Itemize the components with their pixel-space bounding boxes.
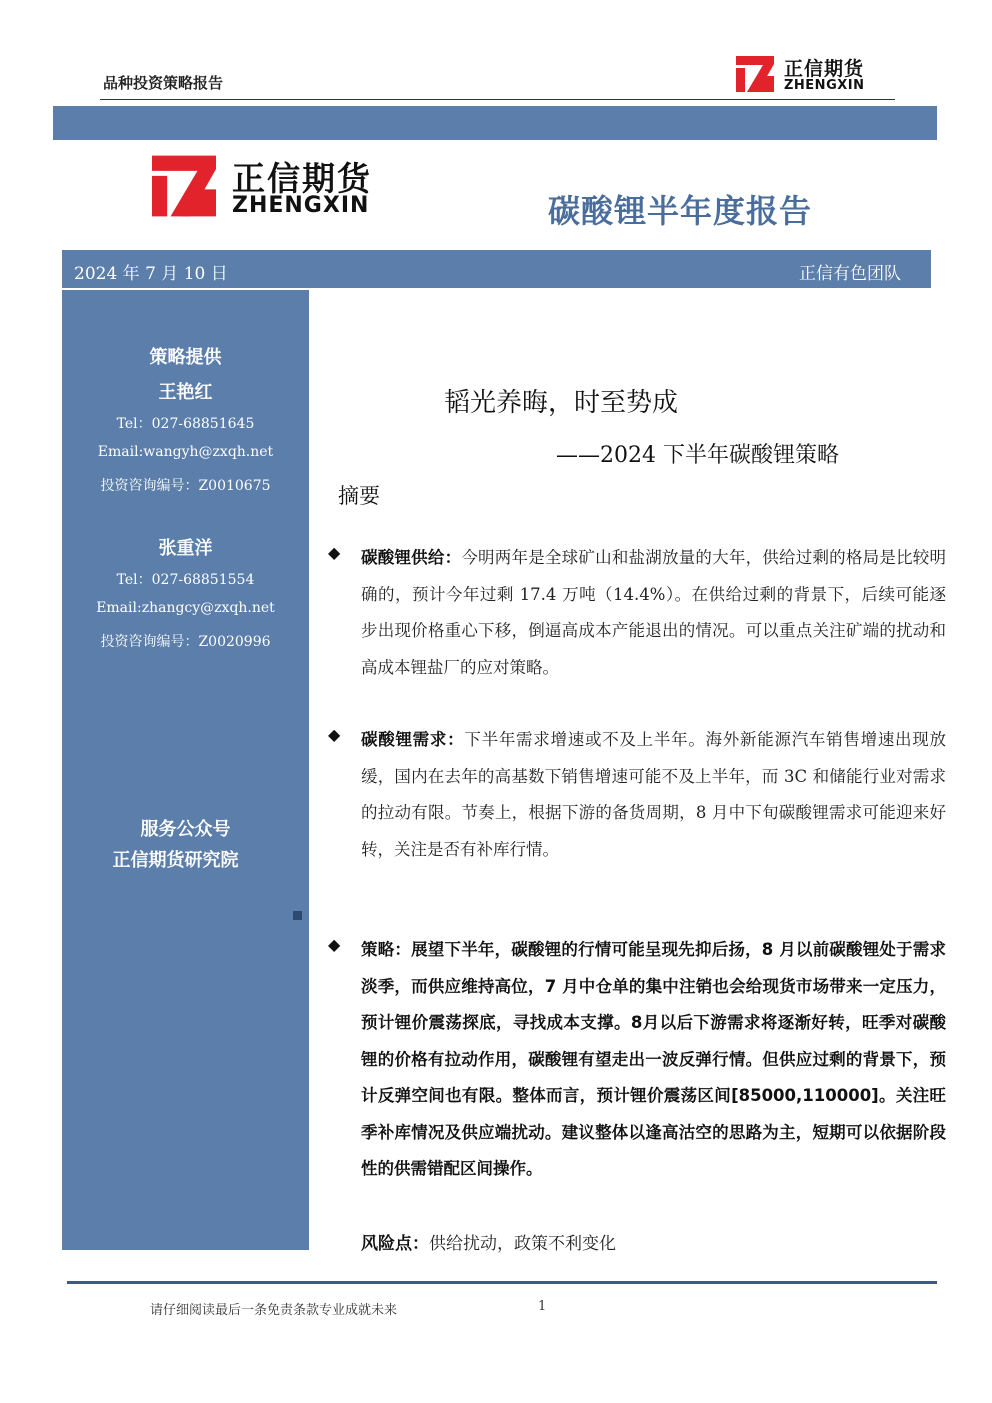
bullet-body: 下半年需求增速或不及上半年。海外新能源汽车销售增速出现放缓，国内在去年的高基数下销售增速可能不及上半年，而 3C 和储能行业对需求的拉动有限。节奏上，根据下游的备货周期，8 月中下旬碳酸锂需求可能迎来好转，关注是否有补库行情。 (361, 730, 947, 859)
cover-logo (152, 155, 412, 225)
zhengxin-logo-icon (736, 56, 774, 92)
date-bar (62, 250, 931, 288)
bullet-text (361, 932, 946, 1188)
analyst-license: 投资咨询编号：Z0020996 (100, 634, 271, 650)
page-number: 1 (538, 1299, 547, 1314)
bullet-text (361, 540, 946, 686)
analyst-email: Email:zhangcy@zxqh.net (96, 600, 275, 616)
analyst-tel: Tel：027-68851645 (116, 416, 255, 432)
zhengxin-logo-large-icon (152, 155, 216, 217)
diamond-bullet-icon: ◆ (328, 725, 341, 744)
footer-disclaimer: 请仔细阅读最后一条免责条款专业成就未来 (150, 1303, 398, 1318)
strategy-provider-title: 策略提供 (149, 347, 222, 368)
header-logo-cn: 正信期货 (784, 58, 865, 80)
risk-points (361, 1229, 616, 1254)
headline: 韬光养晦，时至势成 (444, 388, 679, 418)
service-account-title: 服务公众号 (140, 819, 231, 840)
top-color-band (53, 106, 937, 140)
header-logo-en: ZHENGXIN (784, 78, 865, 93)
report-category: 品种投资策略报告 (103, 74, 224, 92)
analyst-name: 张重洋 (158, 538, 213, 559)
diamond-bullet-icon: ◆ (328, 543, 341, 562)
analyst-tel: Tel：027-68851554 (116, 572, 255, 588)
bullet-label: 碳酸锂供给： (361, 548, 462, 567)
risk-label: 风险点： (361, 1234, 429, 1254)
cover-logo-en: ZHENGXIN (232, 193, 370, 218)
subheadline: ——2024 下半年碳酸锂策略 (556, 443, 839, 468)
bullet-label: 碳酸锂需求： (361, 730, 465, 749)
analyst-name: 王艳红 (158, 382, 213, 403)
bullet-text (361, 722, 946, 868)
bullet-body: 展望下半年，碳酸锂的行情可能呈现先抑后扬，8 月以前碳酸锂处于需求淡季，而供应维持高位，7 月中仓单的集中注销也会给现货市场带来一定压力，预计锂价震荡探底，寻找成本支撑。8月以后下游需求将逐渐好转，旺季对碳酸锂的价格有拉动作用，碳酸锂有望走出一波反弹行情。但供应过剩的背景下，预计反弹空间也有限。整体而言，预计锂价震荡区间[85000,110000]。关注旺季补库情况及供应端扰动。建议整体以逢高沽空的思路为主，短期可以依据阶段性的供需错配区间操作。 (361, 940, 947, 1178)
bullet-body: 今明两年是全球矿山和盐湖放量的大年，供给过剩的格局是比较明确的，预计今年过剩 17.4 万吨（14.4%）。在供给过剩的背景下，后续可能逐步出现价格重心下移，倒逼高成本产能退出的情况。可以重点关注矿端的扰动和高成本锂盐厂的应对策略。 (361, 548, 947, 677)
analyst-sidebar (62, 290, 309, 1250)
analyst-email: Email:wangyh@zxqh.net (97, 444, 274, 460)
risk-text: 供给扰动，政策不利变化 (429, 1234, 616, 1254)
cover-logo-cn: 正信期货 (232, 159, 372, 198)
service-account-name: 正信期货研究院 (112, 850, 239, 871)
abstract-title: 摘要 (338, 484, 380, 508)
diamond-bullet-icon: ◆ (328, 935, 341, 954)
square-bullet-icon (293, 911, 302, 920)
header-logo (736, 56, 906, 96)
team-name: 正信有色团队 (799, 264, 901, 284)
report-date: 2024 年 7 月 10 日 (74, 264, 228, 284)
report-title: 碳酸锂半年度报告 (548, 192, 813, 230)
footer-divider (67, 1281, 937, 1284)
header-divider (100, 99, 895, 100)
bullet-label: 策略： (361, 940, 412, 959)
analyst-license: 投资咨询编号：Z0010675 (100, 478, 271, 494)
